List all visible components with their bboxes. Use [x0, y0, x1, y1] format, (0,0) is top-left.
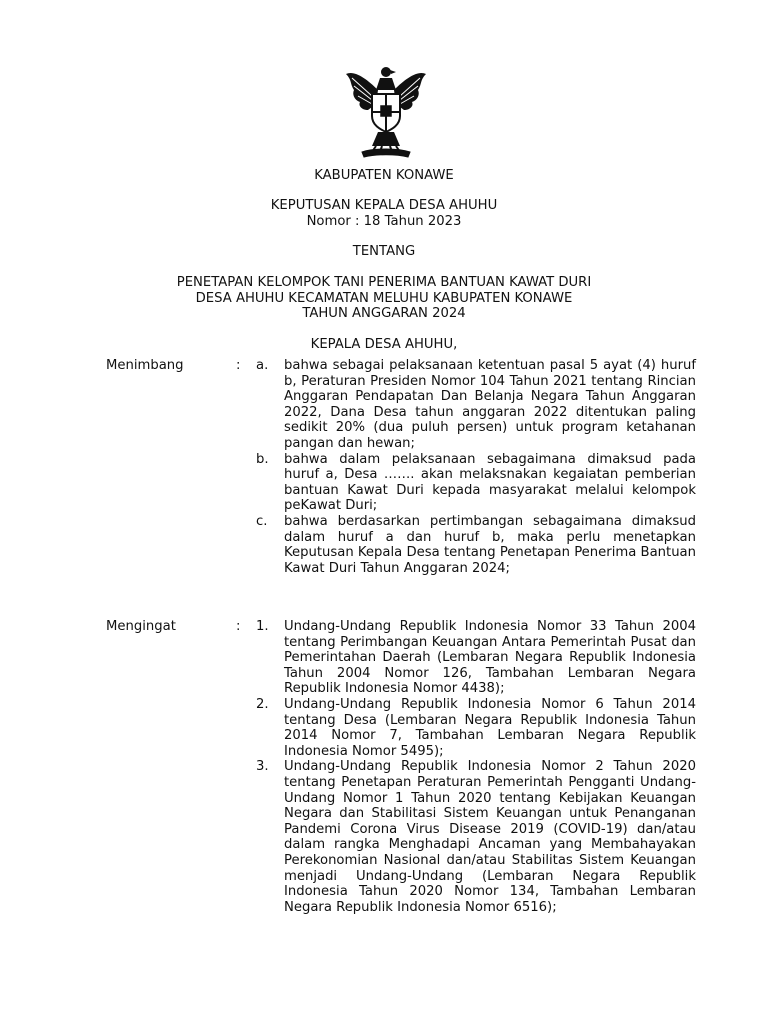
item-marker: a.	[256, 358, 269, 373]
menimbang-item-b	[256, 452, 696, 514]
mengingat-item-1	[256, 619, 696, 697]
item-marker: c.	[256, 513, 268, 529]
menimbang-list	[256, 358, 696, 576]
menimbang-label: Menimbang	[106, 358, 184, 373]
regency-heading	[0, 168, 768, 184]
item-marker: 1.	[256, 619, 269, 634]
issuer-heading	[0, 337, 768, 353]
item-marker: 3.	[256, 759, 269, 775]
item-text: bahwa sebagai pelaksanaan ketentuan pasal 5 ayat (4) huruf b, Peraturan Presiden Nomor 104 Tahun 2021 tentang Rincian Anggaran Pendapatan Dan Belanja Negara Tahun Anggaran 2022, Dana Desa tahun anggaran 2022 ditentukan paling sedikit 20% (dua puluh persen) untuk program ketahanan pangan dan hewan;	[284, 358, 696, 451]
mengingat-item-3	[256, 759, 696, 915]
menimbang-colon: :	[236, 358, 241, 373]
mengingat-item-2	[256, 697, 696, 759]
decree-title: KEPUTUSAN KEPALA DESA AHUHU	[270, 198, 498, 213]
item-text: Undang-Undang Republik Indonesia Nomor 6 Tahun 2014 tentang Desa (Lembaran Negara Republik Indonesia Tahun 2014 Nomor 7, Tambahan Lembaran Negara Republik Indonesia Nomor 5495);	[284, 696, 696, 759]
mengingat-colon: :	[236, 619, 241, 634]
about-label: TENTANG	[352, 244, 416, 259]
item-text: bahwa dalam pelaksanaan sebagaimana dimaksud pada huruf a, Desa ……. akan melaksnakan kegaiatan pemberian bantuan Kawat Duri kepada masyarakat melalui kelompok peKawat Duri;	[284, 451, 696, 514]
decree-number: Nomor : 18 Tahun 2023	[306, 213, 462, 229]
regency-name: KABUPATEN KONAWE	[314, 168, 454, 183]
menimbang-item-c	[256, 514, 696, 576]
item-marker: 2.	[256, 696, 269, 712]
subject-line: DESA AHUHU KECAMATAN MELUHU KABUPATEN KONAWE	[195, 290, 573, 306]
item-text: Undang-Undang Republik Indonesia Nomor 33 Tahun 2004 tentang Perimbangan Keuangan Antara Pemerintah Pusat dan Pemerintahan Daerah (Lembaran Negara Republik Indonesia Tahun 2004 Nomor 126, Tambahan Lembaran Negara Republik Indonesia Nomor 4438);	[284, 619, 696, 697]
garuda-emblem-icon	[344, 60, 428, 160]
item-text: bahwa berdasarkan pertimbangan sebagaimana dimaksud dalam huruf a dan huruf b, maka perlu menetapkan Keputusan Kepala Desa tentang Penetapan Penerima Bantuan Kawat Duri Tahun Anggaran 2024;	[284, 513, 696, 576]
subject-line: PENETAPAN KELOMPOK TANI PENERIMA BANTUAN KAWAT DURI	[176, 275, 592, 290]
about-heading	[0, 244, 768, 260]
decree-heading	[0, 198, 768, 229]
mengingat-list	[256, 619, 696, 915]
mengingat-label: Mengingat	[106, 619, 176, 634]
issuer-title: KEPALA DESA AHUHU,	[310, 337, 458, 352]
subject-heading	[0, 275, 768, 322]
item-text: Undang-Undang Republik Indonesia Nomor 2 Tahun 2020 tentang Penetapan Peraturan Pemerintah Pengganti Undang-Undang Nomor 1 Tahun 2020 tentang Kebijakan Keuangan Negara dan Stabilitasi Sistem Keuangan untuk Penanganan Pandemi Corona Virus Disease 2019 (COVID-19) dan/atau dalam rangka Menghadapi Ancaman yang Membahayakan Perekonomian Nasional dan/atau Stabilitas Sistem Keuangan menjadi Undang-Undang (Lembaran Negara Republik Indonesia Tahun 2020 Nomor 134, Tambahan Lembaran Negara Republik Indonesia Nomor 6516);	[284, 759, 696, 915]
subject-line: TAHUN ANGGARAN 2024	[302, 306, 466, 322]
item-marker: b.	[256, 451, 269, 467]
menimbang-item-a	[256, 358, 696, 452]
